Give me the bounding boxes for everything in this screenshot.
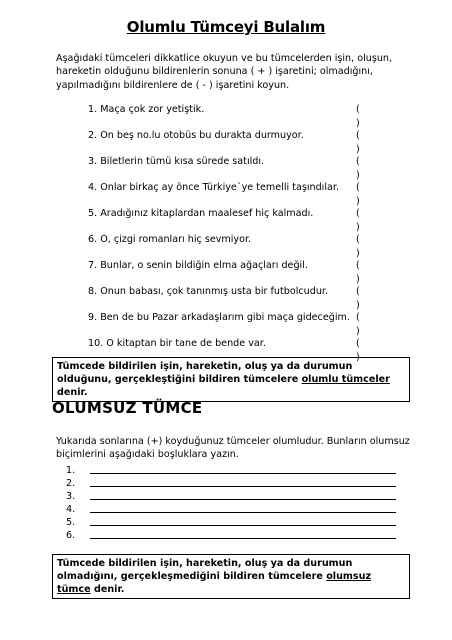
- answer-blank[interactable]: [66, 490, 406, 503]
- answer-parens: ( ): [356, 130, 364, 155]
- question-row: [88, 311, 378, 337]
- question-row: [88, 155, 378, 181]
- question-text: 8. Onun babası, çok tanınmış usta bir futbolcudur.: [88, 286, 329, 297]
- answer-blank[interactable]: [66, 516, 406, 529]
- instructions: Aşağıdaki tümceleri dikkatlice okuyun ve bu tümcelerden işin, oluşun, hareketin olduğunu bildirenlerin sonuna ( + ) işaretini; olmadığını, yapılmadığını bildirenlere de ( - ) işaretini koyun.: [56, 53, 393, 91]
- question-row: [88, 103, 378, 129]
- question-text: 10. O kitaptan bir tane de bende var.: [88, 338, 266, 349]
- definition-suffix: denir.: [57, 387, 88, 398]
- definition-text: Tümcede bildirilen işin, hareketin, oluş ya da durumun olduğunu, gerçekleştiğini bildiren tümcelere: [57, 361, 353, 385]
- question-row: [88, 181, 378, 207]
- answer-parens: ( ): [356, 312, 364, 337]
- blank-number: 1.: [66, 465, 76, 476]
- blank-number: 6.: [66, 530, 76, 541]
- section-instructions: Yukarıda sonlarına (+) koyduğunuz tümceler olumludur. Bunların olumsuz biçimlerini aşağıdaki boşluklara yazın.: [56, 436, 410, 460]
- blank-number: 3.: [66, 491, 76, 502]
- answer-blank[interactable]: [66, 464, 406, 477]
- answer-blank[interactable]: [66, 477, 406, 490]
- definition-term: olumsuz tümce: [57, 571, 372, 595]
- answer-parens: ( ): [356, 182, 364, 207]
- question-row: [88, 129, 378, 155]
- definition-term: olumlu tümceler: [301, 374, 390, 385]
- definition-suffix: denir.: [90, 584, 125, 595]
- question-text: 7. Bunlar, o senin bildiğin elma ağaçları değil.: [88, 260, 308, 271]
- blank-line[interactable]: [90, 486, 396, 487]
- question-text: 2. On beş no.lu otobüs bu durakta durmuyor.: [88, 130, 304, 141]
- question-row: [88, 285, 378, 311]
- question-row: [88, 259, 378, 285]
- question-text: 4. Onlar birkaç ay önce Türkiye`ye temelli taşındılar.: [88, 182, 339, 193]
- question-text: 9. Ben de bu Pazar arkadaşlarım gibi maça gideceğim.: [88, 312, 350, 323]
- blank-line[interactable]: [90, 473, 396, 474]
- answer-parens: ( ): [356, 104, 364, 129]
- answer-parens: ( ): [356, 260, 364, 285]
- question-text: 6. O, çizgi romanları hiç sevmiyor.: [88, 234, 252, 245]
- blank-number: 2.: [66, 478, 76, 489]
- answer-parens: ( ): [356, 234, 364, 259]
- answer-parens: ( ): [356, 286, 364, 311]
- blank-number: 4.: [66, 504, 76, 515]
- page-title: Olumlu Tümceyi Bulalım: [126, 18, 326, 36]
- question-text: 3. Biletlerin tümü kısa sürede satıldı.: [88, 156, 265, 167]
- question-row: [88, 207, 378, 233]
- answer-parens: ( ): [356, 156, 364, 181]
- blank-number: 5.: [66, 517, 76, 528]
- blank-line[interactable]: [90, 499, 396, 500]
- definition-box-negative: [52, 554, 410, 599]
- definition-text: Tümcede bildirilen işin, hareketin, oluş ya da durumun olmadığını, gerçekleşmediğini bildiren tümcelere: [57, 558, 353, 582]
- blank-line[interactable]: [90, 538, 396, 539]
- blank-line[interactable]: [90, 525, 396, 526]
- answer-blank[interactable]: [66, 503, 406, 516]
- answer-parens: ( ): [356, 208, 364, 233]
- answer-parens: ( ): [356, 338, 364, 363]
- question-text: 1. Maça çok zor yetiştik.: [88, 104, 205, 115]
- question-row: [88, 233, 378, 259]
- definition-box-positive: [52, 357, 410, 402]
- question-text: 5. Aradığınız kitaplardan maalesef hiç kalmadı.: [88, 208, 314, 219]
- blank-line[interactable]: [90, 512, 396, 513]
- question-row: [88, 337, 378, 363]
- section-title: OLUMSUZ TÜMCE: [52, 399, 203, 417]
- answer-blank[interactable]: [66, 529, 406, 542]
